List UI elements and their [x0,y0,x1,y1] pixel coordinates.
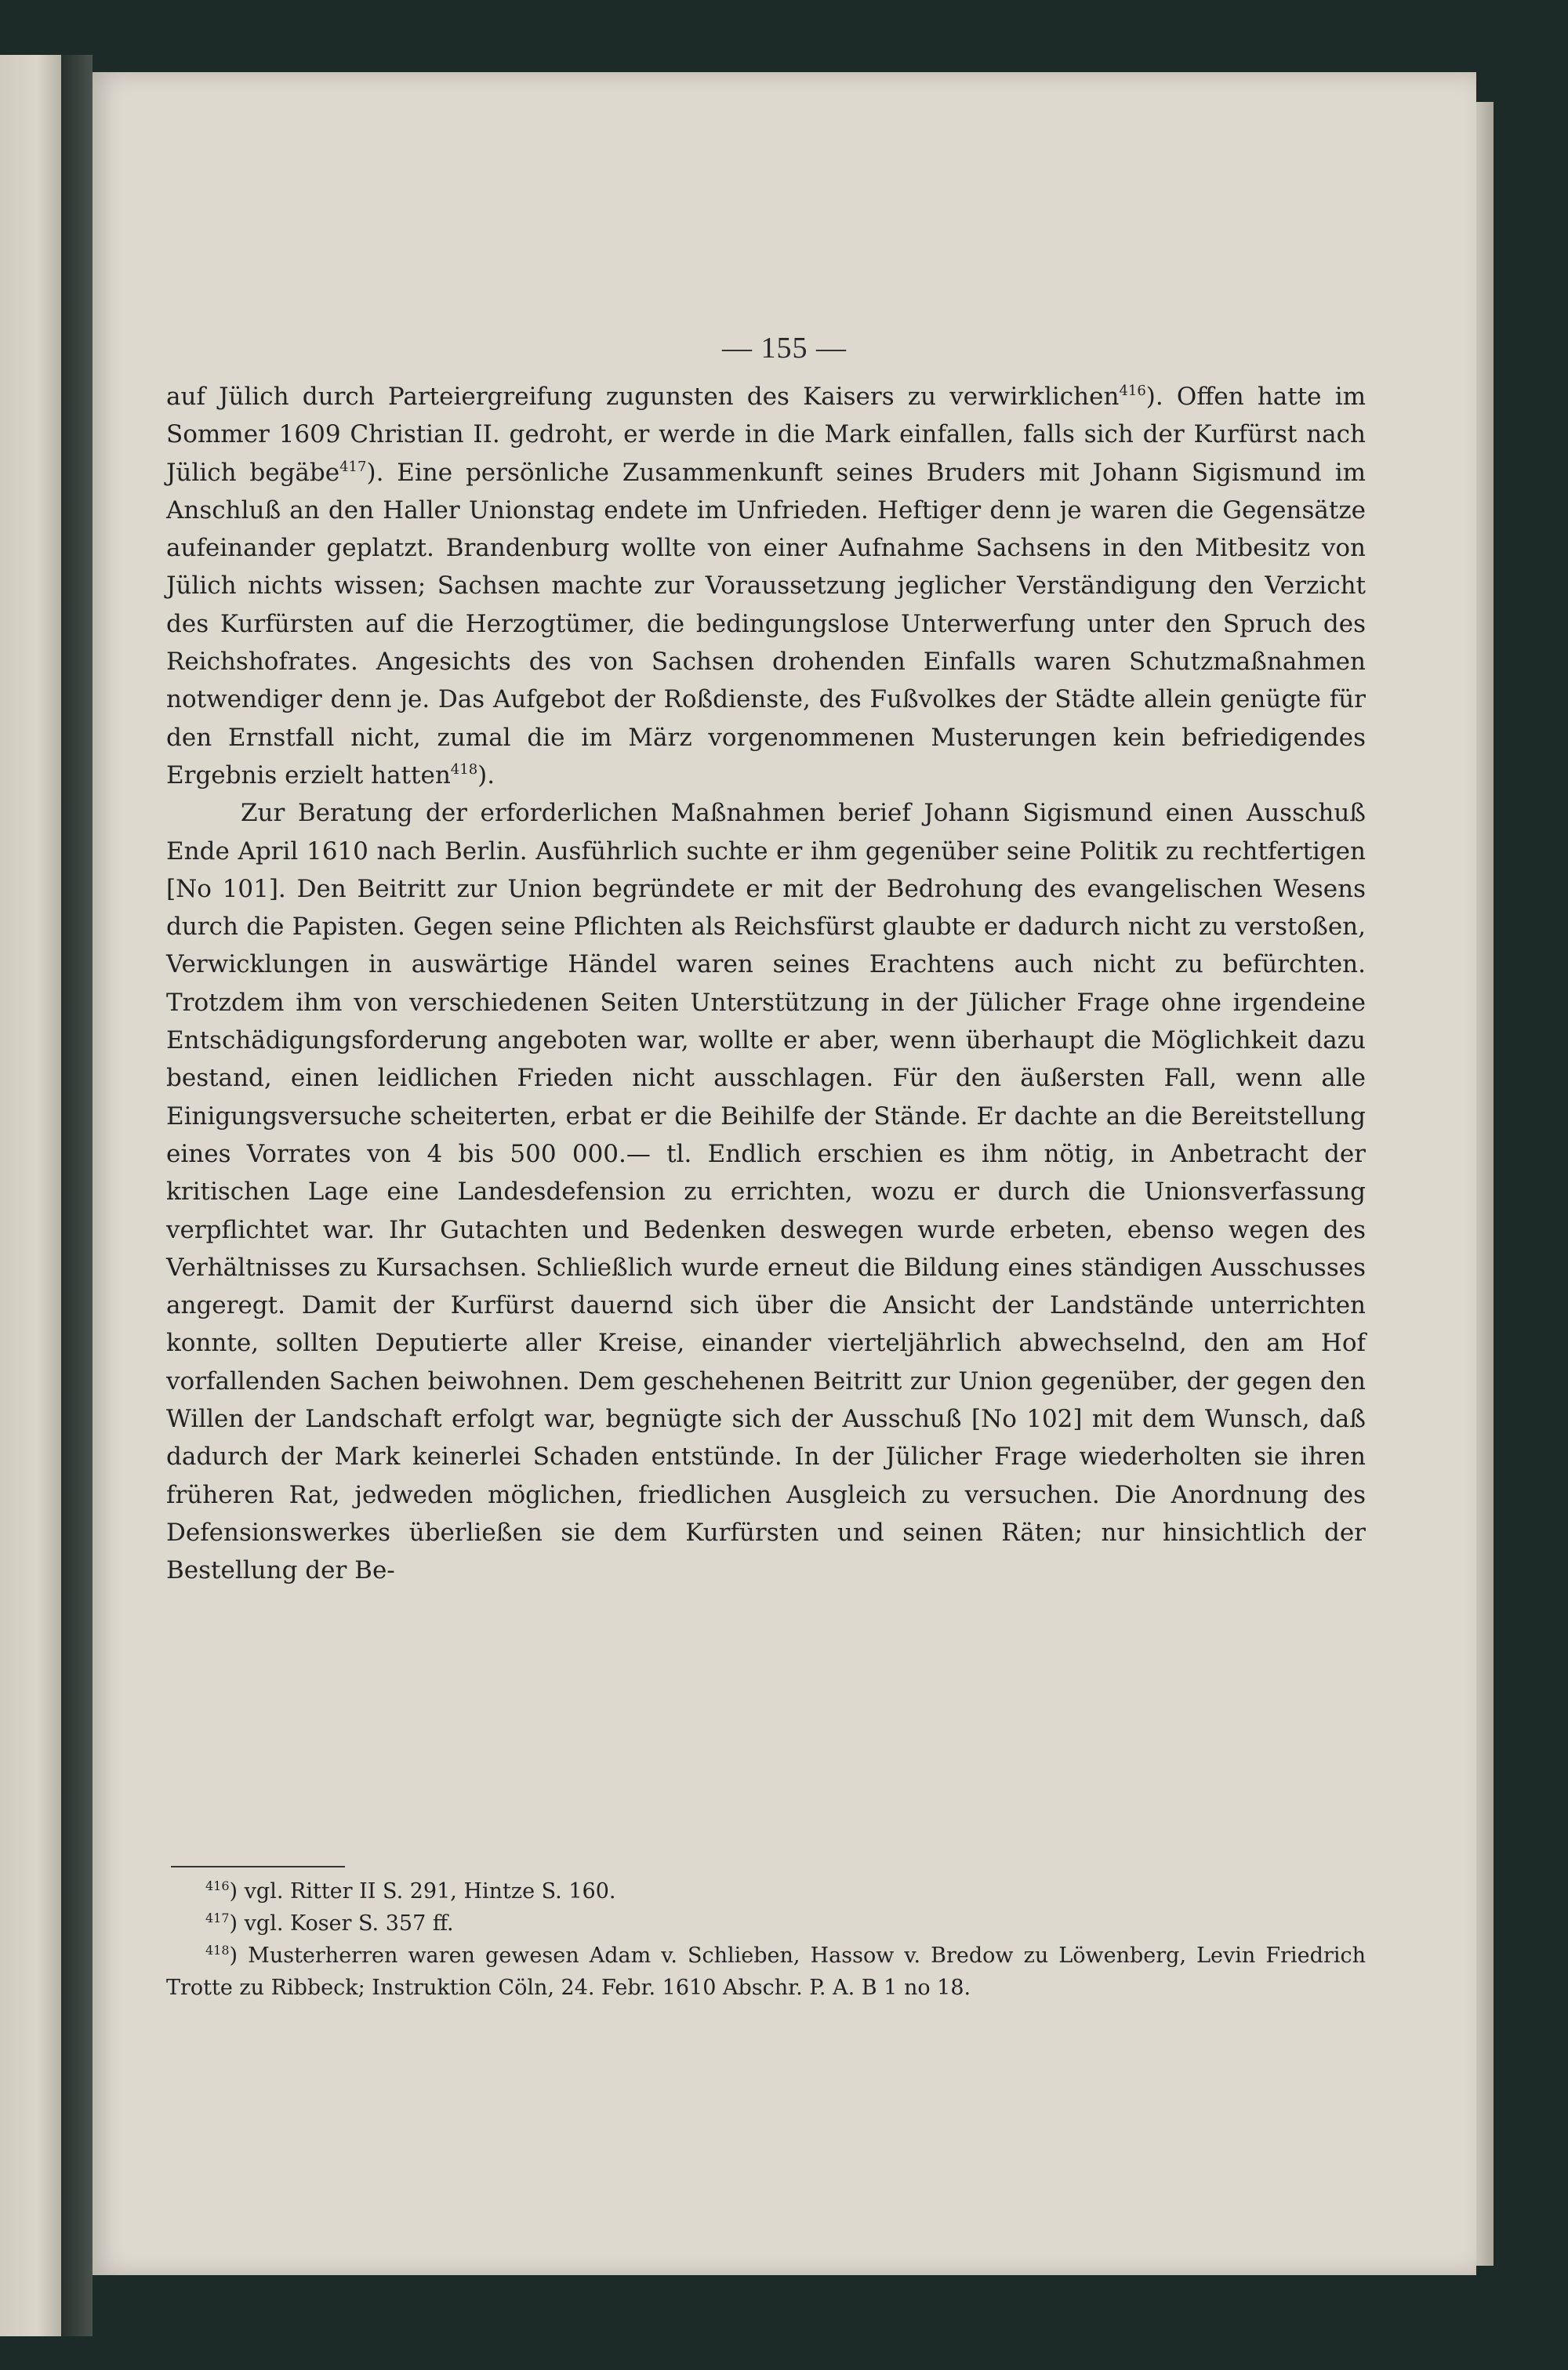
paragraph-1 [166,378,1366,794]
footnote-text: ) vgl. Koser S. 357 ff. [229,1911,454,1936]
footnote-ref-417: 417 [339,458,367,475]
footnote-text: ) Musterherren waren gewesen Adam v. Schlieben, Hassow v. Bredow zu Löwenberg, Levin Friedrich Trotte zu Ribbeck; Instruktion Cöln, 24. Febr. 1610 Abschr. P. A. B 1 no 18. [166,1944,1366,2000]
book-gutter [61,55,93,2336]
footnotes [166,1875,1366,2004]
footnote-number: 418 [205,1943,230,1958]
footnote-number: 416 [205,1878,230,1893]
left-page-edge [0,55,61,2336]
page-number: — 155 — [722,332,847,365]
body-text [166,378,1366,1590]
footnote-ref-416: 416 [1119,383,1146,399]
footnote-418 [166,1940,1366,2004]
footnote-ref-418: 418 [450,760,478,778]
paragraph-1-part-d: ). [477,760,495,789]
paragraph-1-part-b: ). Offen hatte im Sommer 1609 Christian II. gedroht, er werde in die Mark einfallen, falls sich der Kurfürst nach Jülich begäbe [166,383,1366,487]
paragraph-1-part-a: auf Jülich durch Parteiergreifung zugunsten des Kaisers zu verwirklichen [166,383,1120,411]
footnote-separator [171,1866,345,1867]
footnote-417 [166,1907,1366,1940]
page-stack-edge [1476,102,1494,2266]
footnote-416 [166,1875,1366,1907]
paragraph-2: Zur Beratung der erforderlichen Maßnahmen berief Johann Sigismund einen Ausschuß Ende April 1610 nach Berlin. Ausführlich suchte er ihm gegenüber seine Politik zu rechtfertigen [No 101]. Den Beitritt zur Union begründete er mit der Bedrohung des evangelischen Wesens durch die Papisten. Gegen seine Pflichten als Reichsfürst glaubte er dadurch nicht zu verstoßen, Verwicklungen in auswärtige Händel waren seines Erachtens auch nicht zu befürchten. Trotzdem ihm von verschiedenen Seiten Unterstützung in der Jülicher Frage ohne irgendeine Entschädigungsforderung angeboten war, wollte er aber, wenn überhaupt die Möglichkeit dazu bestand, einen leidlichen Frieden nicht ausschlagen. Für den äußersten Fall, wenn alle Einigungsversuche scheiterten, erbat er die Beihilfe der Stände. Er dachte an die Bereitstellung eines Vorrates von 4 bis 500 000.— tl. Endlich erschien es ihm nötig, in Anbetracht der kritischen Lage eine Landesdefension zu errichten, wozu er durch die Unionsverfassung verpflichtet war. Ihr Gutachten und Bedenken deswegen wurde erbeten, ebenso wegen des Verhältnisses zu Kursachsen. Schließlich wurde erneut die Bildung eines ständigen Ausschusses angeregt. Damit der Kurfürst dauernd sich über die Ansicht der Landstände unterrichten konnte, sollten Deputierte aller Kreise, einander vierteljährlich abwechselnd, den am Hof vorfallenden Sachen beiwohnen. Dem geschehenen Beitritt zur Union gegenüber, der gegen den Willen der Landschaft erfolgt war, begnügte sich der Ausschuß [No 102] mit dem Wunsch, daß dadurch der Mark keinerlei Schaden entstünde. In der Jülicher Frage wiederholten sie ihren früheren Rat, jedweden möglichen, friedlichen Ausgleich zu versuchen. Die Anordnung des Defensionswerkes überließen sie dem Kurfürsten und seinen Räten; nur hinsichtlich der Bestellung der Be- [166,799,1366,1585]
book-page [93,72,1476,2275]
paragraph-1-part-c: ). Eine persönliche Zusammenkunft seines Bruders mit Johann Sigismund im Anschluß an den Haller Unionstag endete im Unfrieden. Heftiger denn je waren die Gegensätze aufeinander geplatzt. Brandenburg wollte von einer Aufnahme Sachsens in den Mitbesitz von Jülich nichts wissen; Sachsen machte zur Voraussetzung jeglicher Verständigung den Verzicht des Kurfürsten auf die Herzogtümer, die bedingungslose Unterwerfung unter den Spruch des Reichshofrates. Angesichts des von Sachsen drohenden Einfalls waren Schutzmaßnahmen notwendiger denn je. Das Aufgebot der Roßdienste, des Fußvolkes der Städte allein genügte für den Ernstfall nicht, zumal die im März vorgenommenen Musterungen kein befriedigendes Ergebnis erzielt hatten [166,458,1367,789]
footnote-text: ) vgl. Ritter II S. 291, Hintze S. 160. [229,1879,616,1904]
footnote-number: 417 [205,1911,230,1925]
